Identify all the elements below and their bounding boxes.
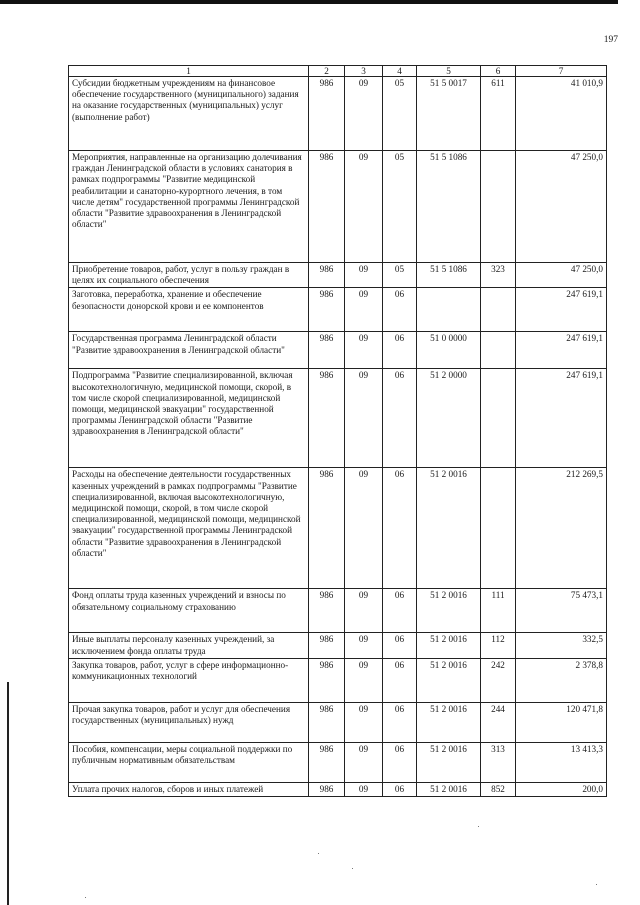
column-header: 5: [417, 66, 481, 77]
row-name: Субсидии бюджетным учреждениям на финансовое обеспечение государственного (муниципального) задания на оказание государственных (муниципальных) услуг (выполнение работ): [69, 77, 309, 151]
row-code-subsection: 06: [383, 468, 417, 589]
column-header: 7: [516, 66, 607, 77]
row-name: Фонд оплаты труда казенных учреждений и взносы по обязательному социальному страхованию: [69, 589, 309, 633]
row-code-ministry: 986: [309, 742, 345, 782]
row-code-section: 09: [345, 782, 383, 796]
row-amount: 332,5: [516, 633, 607, 658]
row-name: Приобретение товаров, работ, услуг в пользу граждан в целях их социального обеспечения: [69, 263, 309, 288]
row-amount: 212 269,5: [516, 468, 607, 589]
row-code-subsection: 06: [383, 702, 417, 742]
row-amount: 75 473,1: [516, 589, 607, 633]
row-code-section: 09: [345, 151, 383, 263]
row-code-ministry: 986: [309, 702, 345, 742]
row-code-ministry: 986: [309, 369, 345, 468]
row-code-target: 51 2 0016: [417, 658, 481, 702]
row-code-subsection: 06: [383, 589, 417, 633]
row-code-subsection: 06: [383, 369, 417, 468]
table-row: [69, 658, 607, 702]
row-code-subsection: 06: [383, 288, 417, 332]
row-code-target: 51 2 0000: [417, 369, 481, 468]
table-header-row: [69, 66, 607, 77]
row-code-section: 09: [345, 702, 383, 742]
row-amount: 247 619,1: [516, 332, 607, 369]
scan-speck: [318, 853, 319, 854]
table-row: [69, 742, 607, 782]
row-code-expense-type: 313: [481, 742, 516, 782]
row-code-expense-type: 111: [481, 589, 516, 633]
row-amount: 47 250,0: [516, 151, 607, 263]
row-code-expense-type: 242: [481, 658, 516, 702]
row-code-ministry: 986: [309, 288, 345, 332]
scan-edge-mark: [7, 682, 9, 905]
row-code-section: 09: [345, 468, 383, 589]
row-name: Иные выплаты персоналу казенных учреждений, за исключением фонда оплаты труда: [69, 633, 309, 658]
row-code-section: 09: [345, 77, 383, 151]
row-code-expense-type: [481, 288, 516, 332]
row-code-target: 51 2 0016: [417, 782, 481, 796]
row-code-target: 51 2 0016: [417, 468, 481, 589]
row-code-expense-type: 323: [481, 263, 516, 288]
row-code-expense-type: 244: [481, 702, 516, 742]
page-number: 197: [603, 35, 618, 45]
row-name: Подпрограмма "Развитие специализированной, включая высокотехнологичную, медицинской помощи, скорой, в том числе скорой специализированной, медицинской помощи, медицинской эвакуации" государственной программы Ленинградской области "Развитие здравоохранения в Ленинградской области": [69, 369, 309, 468]
row-name: Закупка товаров, работ, услуг в сфере информационно-коммуникационных технологий: [69, 658, 309, 702]
row-code-subsection: 06: [383, 782, 417, 796]
row-code-ministry: 986: [309, 151, 345, 263]
row-code-subsection: 05: [383, 77, 417, 151]
column-header: 3: [345, 66, 383, 77]
row-code-ministry: 986: [309, 633, 345, 658]
row-code-expense-type: [481, 151, 516, 263]
row-amount: 247 619,1: [516, 369, 607, 468]
scan-speck: [478, 826, 479, 827]
table-row: [69, 589, 607, 633]
column-header: 6: [481, 66, 516, 77]
row-code-ministry: 986: [309, 468, 345, 589]
row-name: Расходы на обеспечение деятельности государственных казенных учреждений в рамках подпрограммы "Развитие специализированной, включая высокотехнологичную, медицинской помощи, скорой, в том числе скорой специализированной, медицинской помощи, медицинской эвакуации" государственной программы Ленинградской области "Развитие здравоохранения в Ленинградской области": [69, 468, 309, 589]
row-code-ministry: 986: [309, 77, 345, 151]
row-code-target: 51 5 0017: [417, 77, 481, 151]
row-code-section: 09: [345, 369, 383, 468]
row-amount: 247 619,1: [516, 288, 607, 332]
top-border-rule: [0, 0, 618, 4]
row-code-section: 09: [345, 332, 383, 369]
row-code-subsection: 06: [383, 633, 417, 658]
row-code-target: 51 2 0016: [417, 589, 481, 633]
row-code-section: 09: [345, 658, 383, 702]
row-code-ministry: 986: [309, 782, 345, 796]
row-amount: 2 378,8: [516, 658, 607, 702]
row-amount: 120 471,8: [516, 702, 607, 742]
row-code-target: 51 5 1086: [417, 151, 481, 263]
table-row: [69, 702, 607, 742]
row-name: Прочая закупка товаров, работ и услуг для обеспечения государственных (муниципальных) нужд: [69, 702, 309, 742]
row-code-section: 09: [345, 742, 383, 782]
row-code-target: 51 2 0016: [417, 742, 481, 782]
row-code-expense-type: 112: [481, 633, 516, 658]
row-amount: 200,0: [516, 782, 607, 796]
column-header: 4: [383, 66, 417, 77]
row-code-section: 09: [345, 633, 383, 658]
row-code-subsection: 06: [383, 742, 417, 782]
table-row: [69, 263, 607, 288]
row-code-subsection: 05: [383, 263, 417, 288]
row-name: Пособия, компенсации, меры социальной поддержки по публичным нормативным обязательствам: [69, 742, 309, 782]
scan-speck: [85, 897, 86, 898]
row-code-expense-type: [481, 369, 516, 468]
row-amount: 41 010,9: [516, 77, 607, 151]
table-row: [69, 633, 607, 658]
column-header: 1: [69, 66, 309, 77]
table-row: [69, 468, 607, 589]
row-code-section: 09: [345, 288, 383, 332]
row-name: Мероприятия, направленные на организацию долечивания граждан Ленинградской области в условиях санатория в рамках подпрограммы "Развитие медицинской реабилитации и санаторно-курортного лечения, в том числе детям" государственной программы Ленинградской области "Развитие здравоохранения в Ленинградской области": [69, 151, 309, 263]
table-row: [69, 151, 607, 263]
row-code-ministry: 986: [309, 332, 345, 369]
table-row: [69, 369, 607, 468]
scan-speck: [596, 884, 597, 885]
row-code-target: 51 5 1086: [417, 263, 481, 288]
row-code-target: 51 2 0016: [417, 702, 481, 742]
row-code-ministry: 986: [309, 589, 345, 633]
row-code-subsection: 06: [383, 658, 417, 702]
row-amount: 47 250,0: [516, 263, 607, 288]
row-code-target: 51 0 0000: [417, 332, 481, 369]
row-code-ministry: 986: [309, 658, 345, 702]
row-code-expense-type: 611: [481, 77, 516, 151]
table-row: [69, 782, 607, 796]
row-code-subsection: 05: [383, 151, 417, 263]
row-code-target: [417, 288, 481, 332]
row-code-subsection: 06: [383, 332, 417, 369]
row-name: Государственная программа Ленинградской области "Развитие здравоохранения в Ленинградской области": [69, 332, 309, 369]
row-amount: 13 413,3: [516, 742, 607, 782]
column-header: 2: [309, 66, 345, 77]
table-row: [69, 332, 607, 369]
row-name: Заготовка, переработка, хранение и обеспечение безопасности донорской крови и ее компонентов: [69, 288, 309, 332]
row-name: Уплата прочих налогов, сборов и иных платежей: [69, 782, 309, 796]
budget-table: [68, 65, 607, 797]
row-code-expense-type: 852: [481, 782, 516, 796]
row-code-target: 51 2 0016: [417, 633, 481, 658]
table-row: [69, 288, 607, 332]
row-code-section: 09: [345, 589, 383, 633]
row-code-expense-type: [481, 468, 516, 589]
table-row: [69, 77, 607, 151]
row-code-expense-type: [481, 332, 516, 369]
row-code-section: 09: [345, 263, 383, 288]
scan-speck: [352, 868, 353, 869]
row-code-ministry: 986: [309, 263, 345, 288]
